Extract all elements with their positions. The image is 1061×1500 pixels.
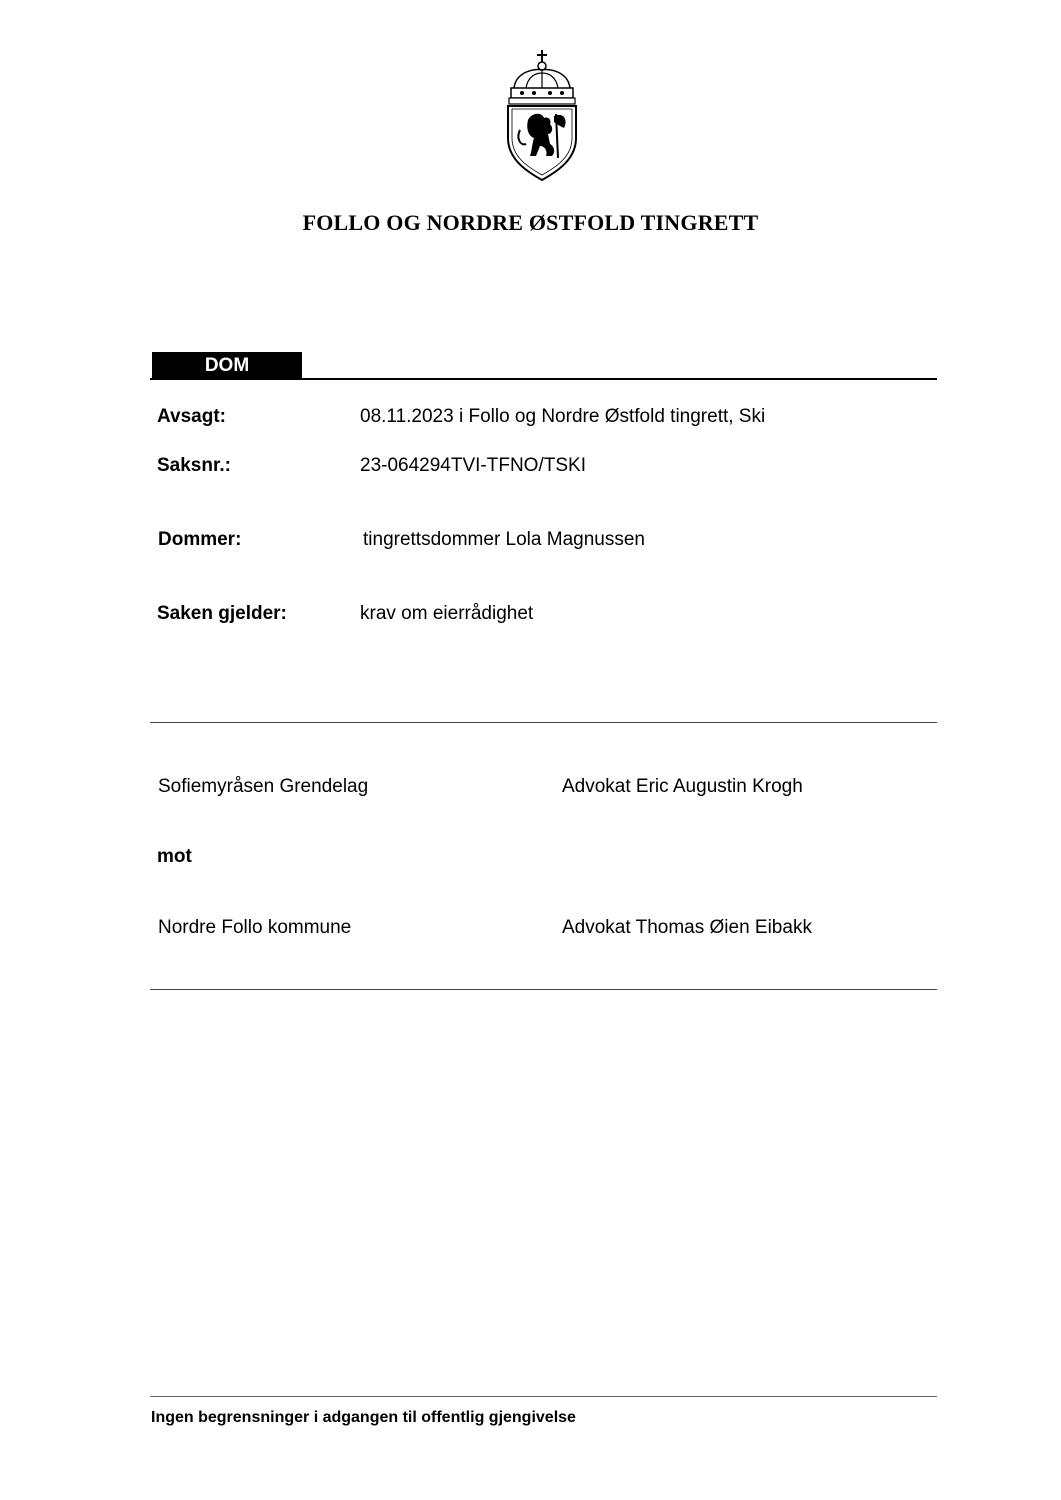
avsagt-label: Avsagt: [157,406,226,427]
defendant-name: Nordre Follo kommune [158,917,352,938]
versus-label: mot [157,846,192,867]
dommer-label: Dommer: [158,529,242,550]
header-divider [150,378,937,380]
dommer-value: tingrettsdommer Lola Magnussen [363,529,645,550]
publication-note: Ingen begrensninger i adgangen til offentlig gjengivelse [151,1409,576,1426]
plaintiff-name: Sofiemyråsen Grendelag [158,776,369,797]
saken-gjelder-value: krav om eierrådighet [360,603,534,624]
saksnr-value: 23-064294TVI-TFNO/TSKI [360,455,586,476]
parties-bottom-divider [150,989,937,990]
plaintiff-counsel: Advokat Eric Augustin Krogh [562,776,803,797]
court-name: FOLLO OG NORDRE ØSTFOLD TINGRETT [302,210,759,235]
document-type-label: DOM [152,352,302,378]
footer-divider [150,1396,937,1397]
saksnr-label: Saksnr.: [157,455,231,476]
parties-top-divider [150,722,937,723]
avsagt-value: 08.11.2023 i Follo og Nordre Østfold tingrett, Ski [360,406,766,427]
defendant-counsel: Advokat Thomas Øien Eibakk [562,917,812,938]
coat-of-arms-icon [498,46,586,184]
saken-gjelder-label: Saken gjelder: [157,603,287,624]
